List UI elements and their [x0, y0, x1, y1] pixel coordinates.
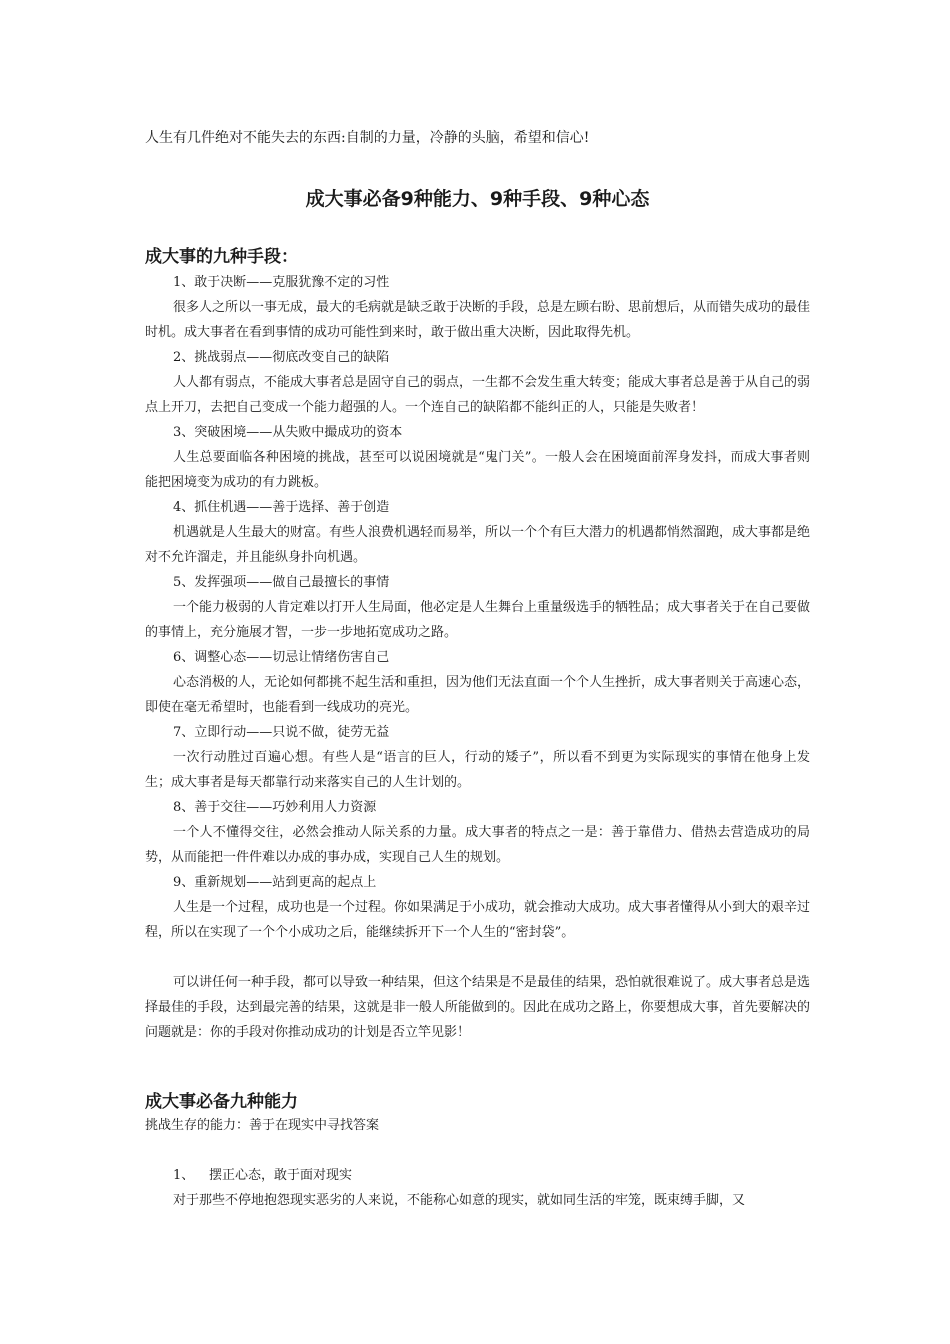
item-body: 人生总要面临各种困境的挑战，甚至可以说困境就是“鬼门关”。一般人会在困境面前浑身发抖，而成大事者则能把困境变为成功的有力跳板。	[145, 450, 810, 490]
section-subheading: 挑战生存的能力：善于在现实中寻找答案	[145, 1118, 380, 1133]
section-nine-means	[145, 244, 810, 1045]
item-body: 一次行动胜过百遍心想。有些人是“语言的巨人，行动的矮子”，所以看不到更为实际现实的事情在他身上发生；成大事者是每天都靠行动来落实自己的人生计划的。	[145, 750, 810, 790]
item-body: 对于那些不停地抱怨现实恶劣的人来说，不能称心如意的现实，就如同生活的牢笼，既束缚手脚，又	[173, 1193, 746, 1208]
item-body: 一个人不懂得交往，必然会推动人际关系的力量。成大事者的特点之一是：善于靠借力、借热去营造成功的局势，从而能把一件件难以办成的事办成，实现自己人生的规划。	[145, 825, 810, 865]
item-body: 人人都有弱点，不能成大事者总是固守自己的弱点，一生都不会发生重大转变；能成大事者总是善于从自己的弱点上开刀，去把自己变成一个能力超强的人。一个连自己的缺陷都不能纠正的人，只能是失败者！	[145, 375, 811, 415]
item-body: 心态消极的人，无论如何都挑不起生活和重担，因为他们无法直面一个个人生挫折，成大事者则关于高速心态，即使在毫无希望时，也能看到一线成功的亮光。	[145, 675, 811, 715]
item-number: 1、	[173, 1168, 195, 1183]
item-title: 7、立即行动——只说不做，徒劳无益	[173, 725, 390, 740]
item-title: 8、善于交往——巧妙利用人力资源	[173, 800, 377, 815]
item-body: 一个能力极弱的人肯定难以打开人生局面，他必定是人生舞台上重量级选手的牺牲品；成大事者关于在自己要做的事情上，充分施展才智，一步一步地拓宽成功之路。	[145, 600, 811, 640]
item-title: 2、挑战弱点——彻底改变自己的缺陷	[173, 350, 390, 365]
item-title-text: 摆正心态，敢于面对现实	[209, 1168, 353, 1183]
section-heading: 成大事的九种手段：	[145, 247, 298, 267]
item-title: 3、突破困境——从失败中撮成功的资本	[173, 425, 403, 440]
item-title: 4、抓住机遇——善于选择、善于创造	[173, 500, 390, 515]
summary-paragraph: 可以讲任何一种手段，都可以导致一种结果，但这个结果是不是最佳的结果，恐怕就很难说了。成大事者总是选择最佳的手段，达到最完善的结果，这就是非一般人所能做到的。因此在成功之路上，你要想成大事，首先要解决的问题就是：你的手段对你推动成功的计划是否立竿见影！	[145, 975, 811, 1040]
item-title	[145, 1163, 810, 1188]
item-body: 很多人之所以一事无成，最大的毛病就是缺乏敢于决断的手段，总是左顾右盼、思前想后，从而错失成功的最佳时机。成大事者在看到事情的成功可能性到来时，敢于做出重大决断，因此取得先机。	[145, 300, 811, 340]
intro-line: 人生有几件绝对不能失去的东西:自制的力量，冷静的头脑，希望和信心!	[145, 130, 590, 146]
item-title: 5、发挥强项——做自己最擅长的事情	[173, 575, 390, 590]
section-heading: 成大事必备九种能力	[145, 1092, 298, 1112]
item-body: 人生是一个过程，成功也是一个过程。你如果满足于小成功，就会推动大成功。成大事者懂得从小到大的艰辛过程，所以在实现了一个个小成功之后，能继续拆开下一个人生的“密封袋”。	[145, 900, 811, 940]
page-title: 成大事必备9种能力、9种手段、9种心态	[305, 188, 650, 210]
item-title: 6、调整心态——切忌让情绪伤害自己	[173, 650, 390, 665]
item-body: 机遇就是人生最大的财富。有些人浪费机遇轻而易举，所以一个个有巨大潜力的机遇都悄然溜跑，成大事都是绝对不允许溜走，并且能纵身扑向机遇。	[145, 525, 811, 565]
item-title: 9、重新规划——站到更高的起点上	[173, 875, 377, 890]
section-nine-abilities	[145, 1089, 810, 1213]
item-title: 1、敢于决断——克服犹豫不定的习性	[173, 275, 390, 290]
